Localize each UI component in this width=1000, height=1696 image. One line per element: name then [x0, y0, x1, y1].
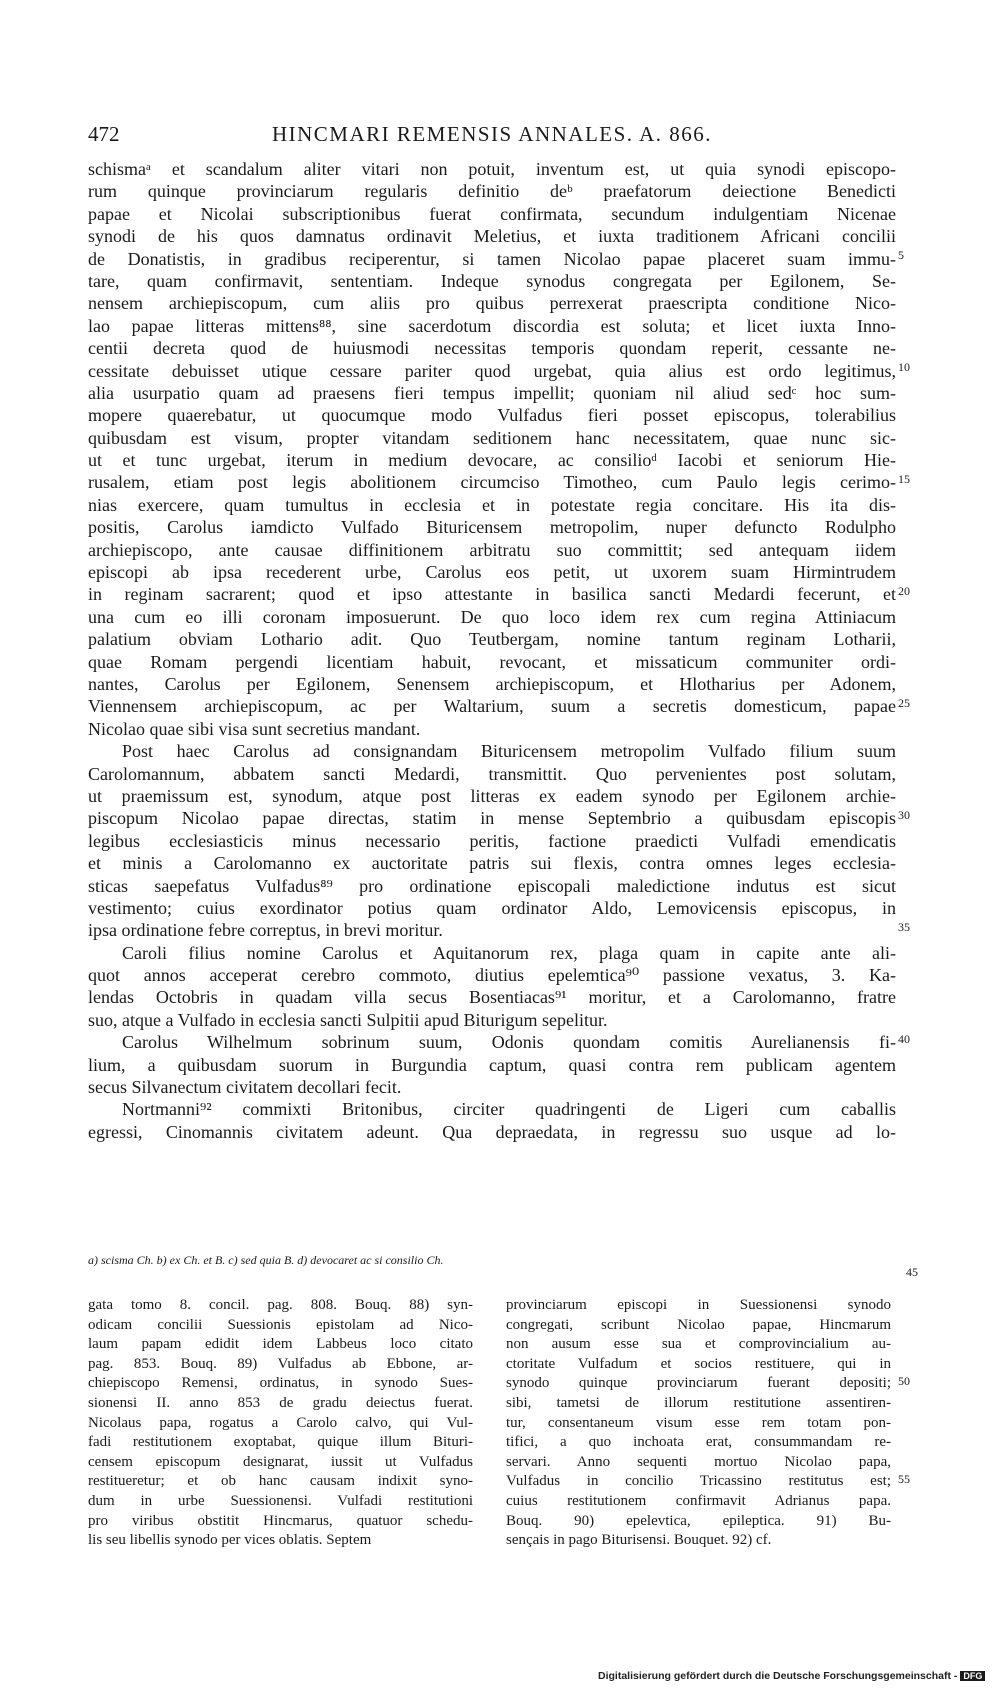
footnote-line: Bouq. 90) epelevtica, epileptica. 91) Bu- [506, 1512, 891, 1529]
main-text-block [88, 158, 910, 1143]
text-line: Carolus Wilhelmum sobrinum suum, Odonis quondam comitis Aurelianensis fi- [122, 1032, 896, 1053]
text-line: ut praemissum est, synodum, atque post litteras ex eadem synodo per Egilonem archie- [88, 785, 896, 806]
line-number: 30 [898, 807, 910, 822]
text-line: positis, Carolus iamdicto Vulfado Bituricensem metropolim, nuper defuncto Rodulpho [88, 517, 896, 538]
text-line: centii decreta quod de huiusmodi necessitas temporis quondam reperit, cessante ne- [88, 338, 896, 359]
text-line: nantes, Carolus per Egilonem, Senensem archiepiscopum, et Hlotharius per Adonem, [88, 673, 896, 694]
footnote-line-number: 50 [898, 1374, 910, 1388]
text-line: Caroli filius nomine Carolus et Aquitanorum rex, plaga quam in capite ante ali- [122, 942, 896, 963]
footnote-line: chiepiscopo Remensi, ordinatus, in synodo Sues- [88, 1375, 473, 1392]
footnote-line: cuius restitutionem confirmavit Adrianus papa. [506, 1492, 891, 1509]
footnote-line: servari. Anno sequenti mortuo Nicolao papa, [506, 1453, 891, 1470]
text-line: archiepiscopo, ante causae diffinitionem arbitratu suo committit; sed antequam iidem [88, 539, 896, 560]
text-line: Nortmanni⁹² commixti Britonibus, circiter quadringenti de Ligeri cum caballis [122, 1099, 896, 1120]
footnote-line-number: 55 [898, 1472, 910, 1486]
footnote-line: pag. 853. Bouq. 89) Vulfadus ab Ebbone, ar- [88, 1355, 473, 1372]
footnote-line: fadi restitutionem exoptabat, quique illum Bituri- [88, 1434, 473, 1451]
line-number: 15 [898, 471, 910, 486]
text-line: piscopum Nicolao papae directas, statim in mense Septembrio a quibusdam episcopis [88, 808, 896, 829]
text-line: palatium obviam Lothario adit. Quo Teutbergam, nomine tantum reginam Lotharii, [88, 629, 896, 650]
footnote-line: Vulfadus in concilio Tricassino restitutus est; [506, 1473, 891, 1490]
line-number: 5 [898, 247, 904, 262]
footnotes-right-column [506, 1296, 891, 1551]
text-line: schismaᵃ et scandalum aliter vitari non potuit, inventum est, ut quia synodi episcopo- [88, 159, 896, 179]
footnote-line: dum in urbe Suessionensi. Vulfadi restitutioni [88, 1492, 473, 1509]
running-title: HINCMARI REMENSIS ANNALES. A. 866. [271, 122, 713, 146]
credit-text: Digitalisierung gefördert durch die Deutsche Forschungsgemeinschaft - [598, 1670, 958, 1682]
footnote-line: lis seu libellis synodo per vices oblatis. Septem [88, 1532, 372, 1549]
footnote-line: provinciarum episcopi in Suessionensi synodo [506, 1297, 891, 1313]
footnote-line: gata tomo 8. concil. pag. 808. Bouq. 88) syn- [88, 1297, 473, 1313]
text-line: secus Silvanectum civitatem decollari fecit. [88, 1077, 402, 1098]
text-line: nensem archiepiscopum, cum aliis pro quibus perrexerat praescripta conditione Nico- [88, 293, 896, 314]
footnote-line: synodo quinque provinciarum fuerant depositi; [506, 1375, 891, 1392]
text-line: papae et Nicolai subscriptionibus fuerat confirmata, secundum indulgentiam Nicenae [88, 203, 896, 224]
footnote-line: censem episcopum designarat, iussit ut Vulfadus [88, 1453, 473, 1470]
text-line: alia usurpatio quam ad praesens fieri tempus impellit; quoniam nil aliud sedᶜ hoc sum- [88, 382, 896, 403]
text-line: sticas saepefatus Vulfadus⁸⁹ pro ordinatione episcopali maledictione indutus est sicut [88, 875, 896, 896]
text-line: legibus ecclesiasticis minus necessario peritis, factione praedicti Vulfadi emendicatis [88, 830, 896, 851]
footnote-line: sençais in pago Biturisensi. Bouquet. 92) cf. [506, 1532, 772, 1549]
text-line: ipsa ordinatione febre correptus, in brevi moritur. [88, 920, 443, 941]
text-line: nias exercere, quam tumultus in ecclesia et in potestate regia concitare. His ita dis- [88, 494, 896, 515]
footnote-line: pro viribus obstitit Hincmarus, quatuor schedu- [88, 1512, 473, 1529]
text-line: episcopi ab ipsa recederent urbe, Carolus eos petit, ut uxorem suam Hirmintrudem [88, 562, 896, 583]
text-line: synodi de his quos damnatus ordinavit Meletius, et iuxta traditionem Africani concilii [88, 226, 896, 247]
text-line: Post haec Carolus ad consignandam Bituricensem metropolim Vulfado filium suum [122, 741, 896, 762]
footnote-line: laum papam edidit idem Labbeus loco citato [88, 1336, 473, 1353]
footnotes-left-column [88, 1296, 473, 1551]
text-line: mopere quaerebatur, ut quocumque modo Vulfadus fieri posset episcopus, tolerabilius [88, 405, 896, 426]
text-line: egressi, Cinomannis civitatem adeunt. Qua depraedata, in regressu suo usque ad lo- [88, 1121, 896, 1142]
text-line: cessitate debuisset utique cessare pariter quod urgebat, quia alius est ordo legitimus, [88, 360, 896, 381]
text-line: in reginam sacrarent; quod et ipso attestante in basilica sancti Medardi fecerunt, et [88, 584, 896, 605]
text-line: ut et tunc urgebat, iterum in medium devocare, ac consilioᵈ Iacobi et seniorum Hie- [88, 450, 896, 471]
text-line: vestimento; cuius exordinator potius quam ordinator Aldo, Lemovicensis episcopus, in [88, 897, 896, 918]
text-line: quibusdam est visum, propter vitandam seditionem hanc necessitatem, quae nunc sic- [88, 427, 896, 448]
digitization-credit [598, 1670, 985, 1682]
page-number: 472 [88, 122, 120, 146]
footnote-line: tur, consentaneum visum esse rem totam pon- [506, 1414, 891, 1431]
critical-line-number: 45 [906, 1265, 918, 1279]
text-line: quot annos acceperat cerebro commoto, diutius epelemtica⁹⁰ passione vexatus, 3. Ka- [88, 965, 896, 986]
text-line: Carolomannum, abbatem sancti Medardi, transmittit. Quo pervenientes post solutam, [88, 763, 896, 784]
footnote-line: restitueretur; et ob hanc causam indixit syno- [88, 1473, 473, 1490]
text-line: rusalem, etiam post legis abolitionem circumciso Timotheo, cum Paulo legis cerimo- [88, 472, 896, 493]
text-line: Viennensem archiepiscopum, ac per Waltarium, suum a secretis domesticum, papae [88, 696, 896, 717]
text-line: tare, quam confirmavit, sententiam. Indeque synodus congregata per Egilonem, Se- [88, 270, 896, 291]
text-line: lao papae litteras mittens⁸⁸, sine sacerdotum discordia est soluta; et licet iuxta Inno- [88, 315, 896, 336]
dfg-logo: DFG [960, 1671, 985, 1681]
line-number: 10 [898, 359, 910, 374]
text-line: quae Romam pergendi licentiam habuit, revocant, et missaticum communiter ordi- [88, 651, 896, 672]
line-number: 35 [898, 919, 910, 934]
text-line: lendas Octobris in quadam villa secus Bosentiacas⁹¹ moritur, et a Carolomanno, fratre [88, 987, 896, 1008]
footnote-line: tifici, a quo inchoata erat, consummandam re- [506, 1434, 891, 1451]
footnote-line: odicam concilii Suessionis epistolam ad Nico- [88, 1316, 473, 1333]
footnote-line: congregati, scribunt Nicolao papae, Hincmarum [506, 1316, 891, 1333]
line-number: 20 [898, 583, 910, 598]
footnote-line: sibi, tametsi de illorum restitutione assentiren- [506, 1394, 891, 1411]
line-number: 40 [898, 1031, 910, 1046]
line-number: 25 [898, 695, 910, 710]
text-line: suo, atque a Vulfado in ecclesia sancti Sulpitii apud Biturigum sepelitur. [88, 1009, 608, 1030]
text-line: de Donatistis, in gradibus reciperentur, si tamen Nicolao papae placeret suam immu- [88, 248, 896, 269]
footnote-line: ctoritate Vulfadum et socios restituere, qui in [506, 1355, 891, 1372]
page-header [88, 122, 896, 150]
footnote-line: Nicolaus papa, rogatus a Carolo calvo, qui Vul- [88, 1414, 473, 1431]
footnote-line: sionensi II. anno 853 de gradu deiectus fuerat. [88, 1394, 473, 1411]
text-line: Nicolao quae sibi visa sunt secretius mandant. [88, 718, 421, 739]
text-line: lium, a quibusdam suorum in Burgundia captum, quasi contra rem publicam agentem [88, 1054, 896, 1075]
footnote-line: non ausum esse sua et comprovincialium au- [506, 1336, 891, 1353]
critical-apparatus: a) scisma Ch. b) ex Ch. et B. c) sed quia B. d) devocaret ac si consilio Ch. [88, 1253, 444, 1267]
text-line: rum quinque provinciarum regularis definitio deᵇ praefatorum deiectione Benedicti [88, 181, 896, 202]
text-line: una cum eo illi coronam imposuerunt. De quo loco idem rex cum regina Attiniacum [88, 606, 896, 627]
text-line: et minis a Carolomanno ex auctoritate patris sui flexis, contra omnes leges ecclesia- [88, 853, 896, 874]
